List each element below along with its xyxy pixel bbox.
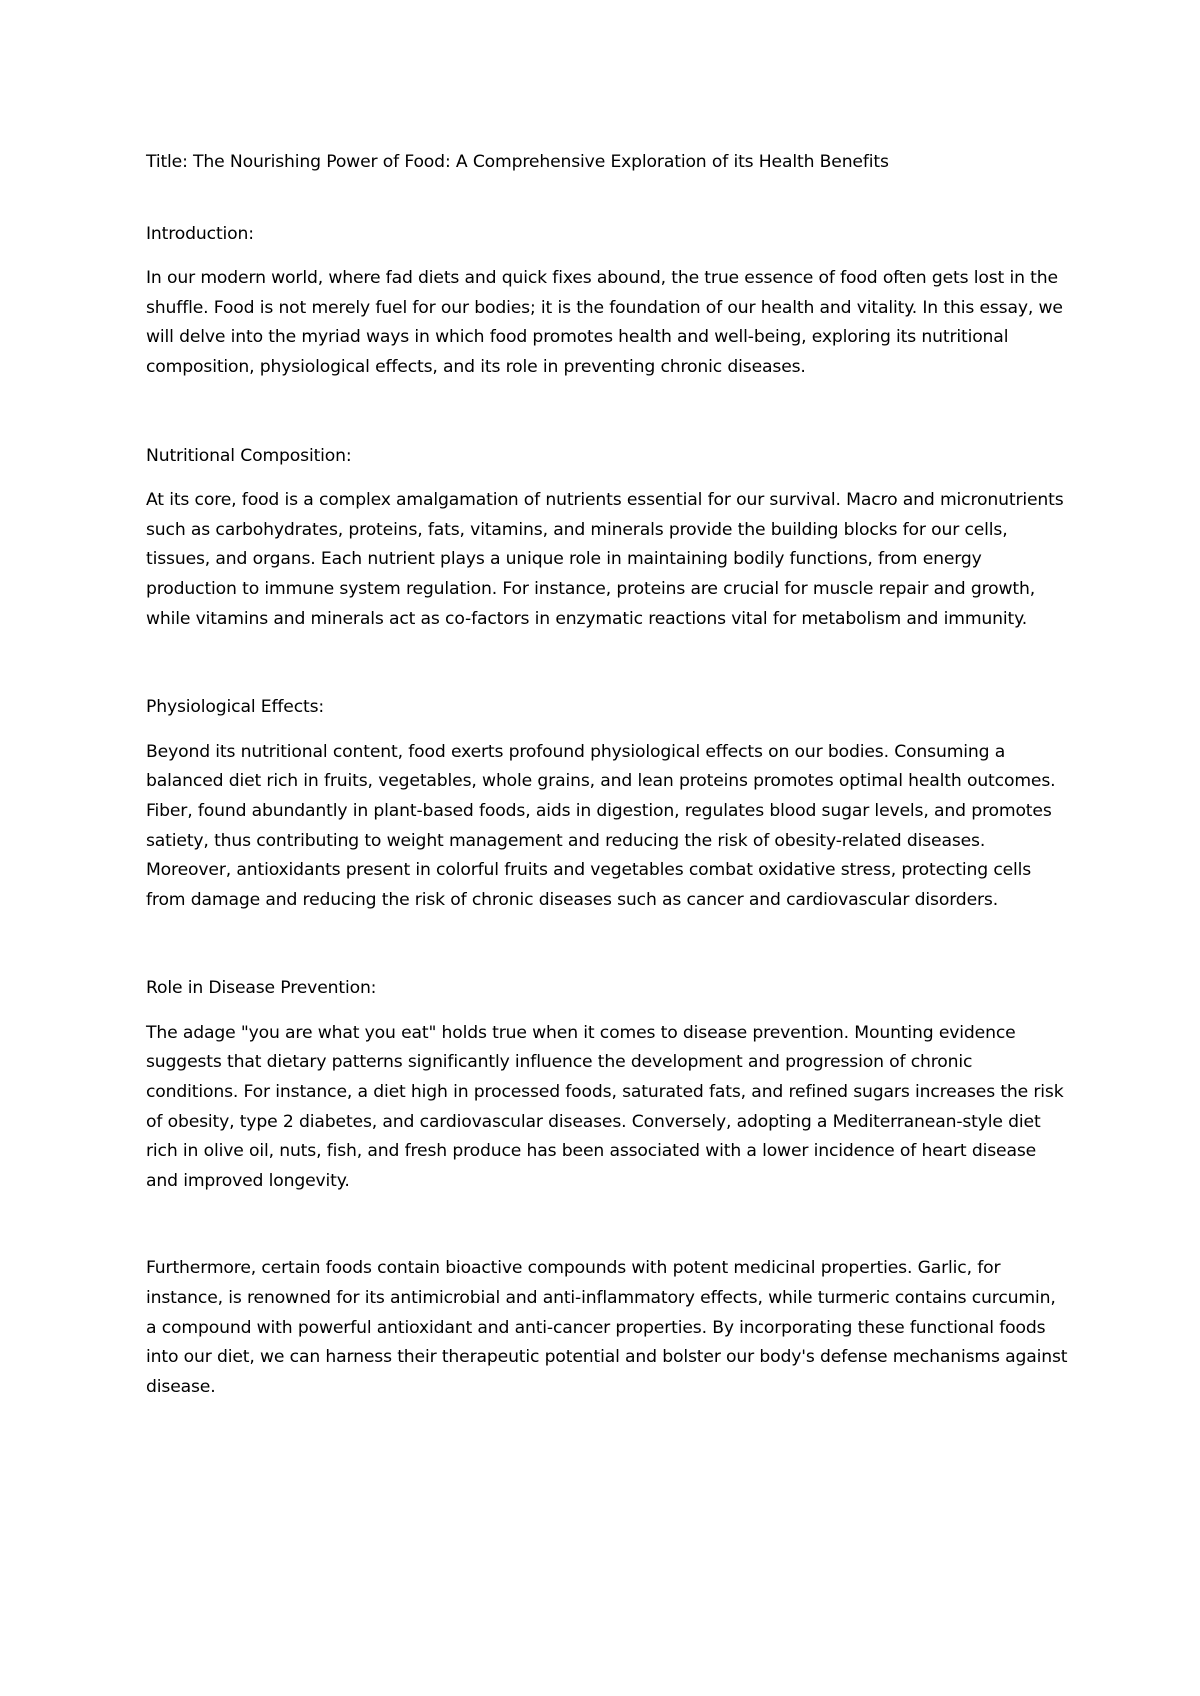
document-body [146, 148, 1068, 1402]
paragraph-introduction: In our modern world, where fad diets and quick fixes abound, the true essence of food often gets lost in the shuffle. Food is not merely fuel for our bodies; it is the foundation of our health and vitality. In this essay, we will delve into the myriad ways in which food promotes health and well-being, exploring its nutritional composition, physiological effects, and its role in preventing chronic diseases. [146, 268, 1063, 377]
document-title: Title: The Nourishing Power of Food: A Comprehensive Exploration of its Health Benefits [146, 152, 889, 172]
paragraph-physiological-effects: Beyond its nutritional content, food exerts profound physiological effects on our bodies. Consuming a balanced diet rich in fruits, vegetables, whole grains, and lean proteins promotes optimal health outcomes. Fiber, found abundantly in plant-based foods, aids in digestion, regulates blood sugar levels, and promotes satiety, thus contributing to weight management and reducing the risk of obesity-related diseases. Moreover, antioxidants present in colorful fruits and vegetables combat oxidative stress, protecting cells from damage and reducing the risk of chronic diseases such as cancer and cardiovascular disorders. [146, 741, 1056, 910]
paragraph-disease-prevention: The adage "you are what you eat" holds true when it comes to disease prevention. Mounting evidence suggests that dietary patterns significantly influence the development and progression of chronic conditions. For instance, a diet high in processed foods, saturated fats, and refined sugars increases the risk of obesity, type 2 diabetes, and cardiovascular diseases. Conversely, adopting a Mediterranean-style diet rich in olive oil, nuts, fish, and fresh produce has been associated with a lower incidence of heart disease and improved longevity. [146, 1022, 1064, 1191]
heading-disease-prevention: Role in Disease Prevention: [146, 978, 377, 999]
heading-introduction: Introduction: [146, 223, 254, 244]
heading-nutritional-composition: Nutritional Composition: [146, 445, 352, 466]
paragraph-nutritional-composition: At its core, food is a complex amalgamation of nutrients essential for our survival. Macro and micronutrients such as carbohydrates, proteins, fats, vitamins, and minerals provide the building blocks for our cells, tissues, and organs. Each nutrient plays a unique role in maintaining bodily functions, from energy production to immune system regulation. For instance, proteins are crucial for muscle repair and growth, while vitamins and minerals act as co-factors in enzymatic reactions vital for metabolism and immunity. [146, 490, 1064, 629]
heading-physiological-effects: Physiological Effects: [146, 697, 325, 718]
paragraph-functional-foods: Furthermore, certain foods contain bioactive compounds with potent medicinal properties. Garlic, for instance, is renowned for its antimicrobial and anti-inflammatory effects, while turmeric contains curcumin, a compound with powerful antioxidant and anti-cancer properties. By incorporating these functional foods into our diet, we can harness their therapeutic potential and bolster our body's defense mechanisms against disease. [146, 1258, 1068, 1397]
